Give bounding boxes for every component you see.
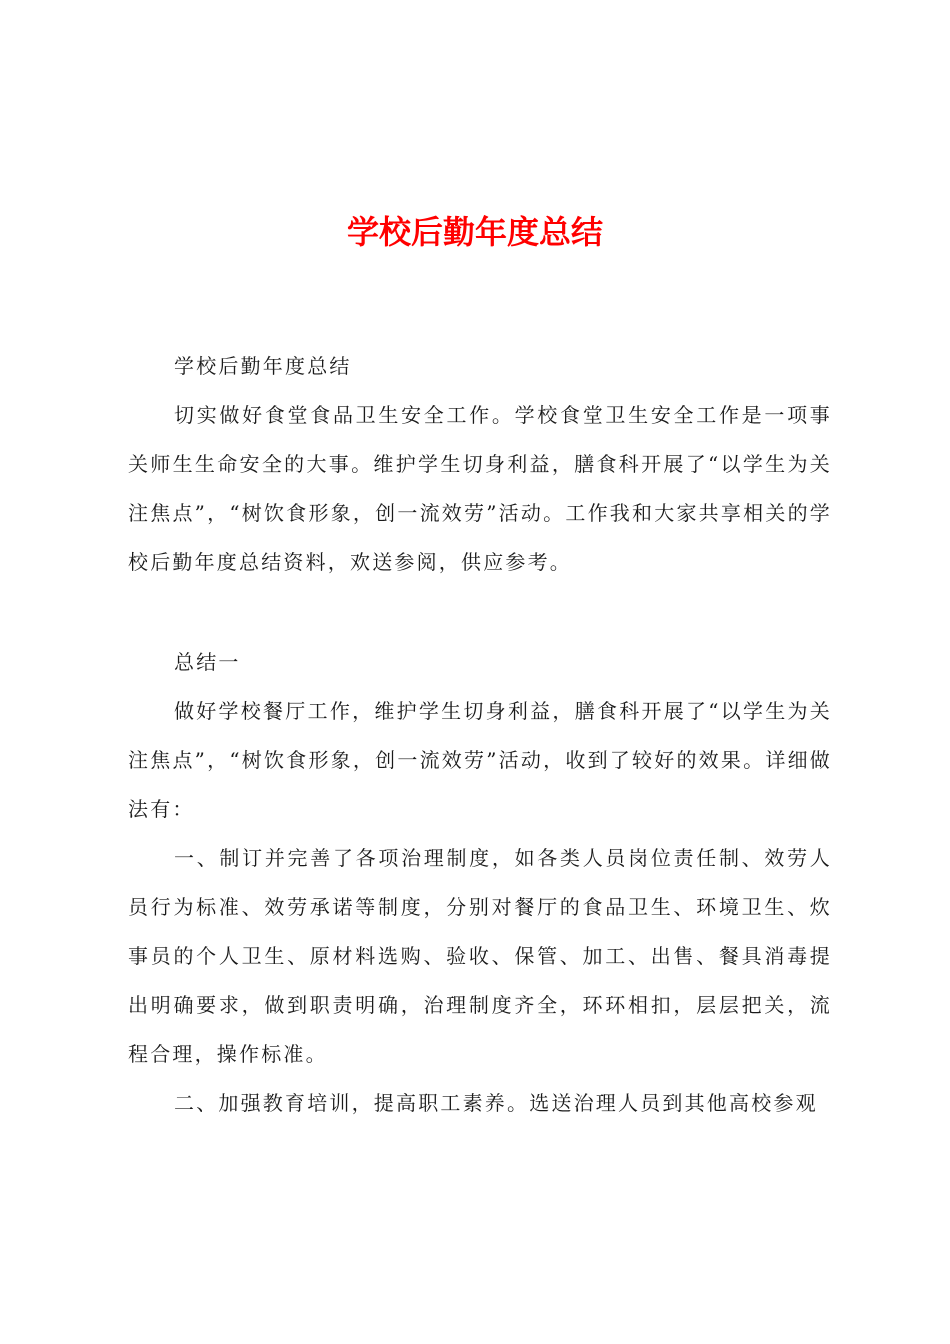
document-title: 学校后勤年度总结 xyxy=(346,213,603,251)
section-heading: 总结一 xyxy=(174,650,241,674)
paragraph: 做好学校餐厅工作，维护学生切身利益，膳食科开展了“以学生为关注焦点”，“树饮食形象，创一流效劳”活动，收到了较好的效果。详细做法有： xyxy=(128,699,832,821)
summary-one-section xyxy=(128,638,832,1128)
intro-paragraph: 切实做好食堂食品卫生安全工作。学校食堂卫生安全工作是一项事关师生生命安全的大事。维护学生切身利益，膳食科开展了“以学生为关注焦点”，“树饮食形象，创一流效劳”活动。工作我和大家共享相关的学校后勤年度总结资料，欢送参阅，供应参考。 xyxy=(128,403,832,574)
intro-section xyxy=(128,342,832,587)
paragraph: 二、加强教育培训，提高职工素养。选送治理人员到其他高校参观 xyxy=(174,1091,818,1115)
paragraph: 一、制订并完善了各项治理制度，如各类人员岗位责任制、效劳人员行为标准、效劳承诺等制度，分别对餐厅的食品卫生、环境卫生、炊事员的个人卫生、原材料选购、验收、保管、加工、出售、餐具消毒提出明确要求，做到职责明确，治理制度齐全，环环相扣，层层把关，流程合理，操作标准。 xyxy=(128,846,832,1066)
intro-heading: 学校后勤年度总结 xyxy=(174,354,352,378)
